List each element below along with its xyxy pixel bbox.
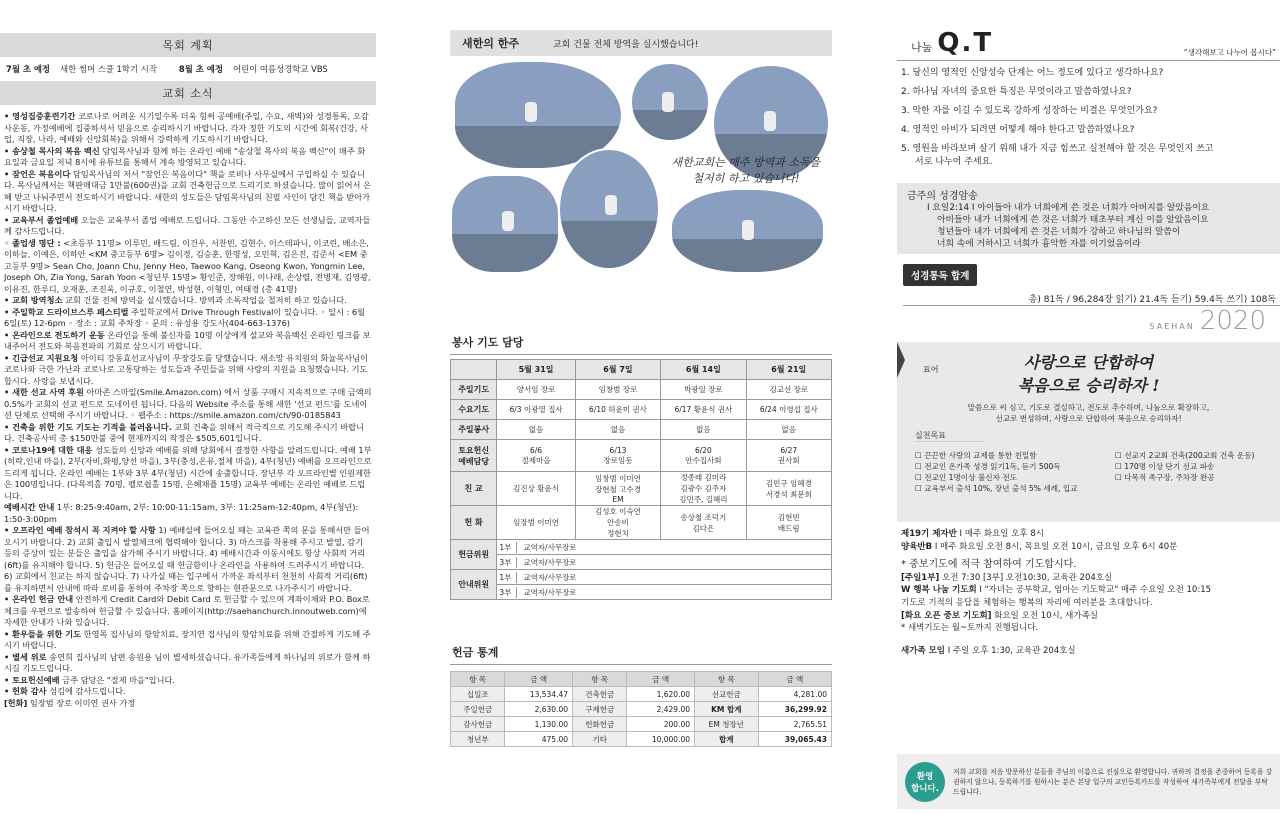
motto-box [897,342,1280,522]
usher-row [451,555,832,570]
news-item [4,215,372,238]
duty-date: 6월 14일 [661,360,746,380]
news-heading: 예배시간 안내 [4,502,55,512]
duty-date: 6월 7일 [575,360,660,380]
memory-verse-line: 아비들아 내가 너희에게 쓴 것은 너희가 태초부터 계신 이를 알았음이요 [937,215,1209,225]
meetings [897,522,1280,657]
weekly-caption: 교회 건물 전체 방역을 실시했습니다! [552,39,699,50]
usher-cell [497,555,832,570]
offering-amount: 475.00 [505,732,573,747]
memory-verse-line: 너희 속에 거하시고 너희가 흉악한 자를 이기었음이라 [937,239,1141,249]
middle-column [450,0,832,814]
offering-amount: 39,065.43 [758,732,831,747]
right-column [897,0,1280,814]
duty-label: 헌 화 [451,506,497,540]
duty-row [451,440,832,472]
duty-date: 6월 21일 [746,360,831,380]
news-text: 성도들의 신앙과 예배를 위해 당회에서 결정한 사항을 알려드립니다. 예배 1부(히락,인내 마을), 2부(자비,화평,양선 마을), 3부(충성,온유,절제 마을), 4부(청년) 예배를 오프라인으로 드리게 됩니다. 온라인 예배는 1부와 3부 4부(청년) 시간에 송출합니다. 장년부 각 오프라인별 인원제한은 100명입니다. (다목적홀 70명, 펠로쉽홀 15명, 은혜채플 15명) 교육부 예배는 온라인 예배로 드립니다. [4,444,372,501]
usher-service: 3부 [499,557,517,568]
offering-row [451,702,832,717]
offering-row [451,687,832,702]
plan-what: 어린이 여름성경학교 VBS [232,64,328,74]
goal-item: ☐ 다목적 족구장, 주차장 완공 [1115,473,1215,482]
usher-people: 교역자/사무장로 [523,572,577,582]
news-text: 아이티 강동효선교사님이 무장강도를 당했습니다. 새소망 유치원의 화뉼목사님이 코로나와 극한 가난과 코로나로 고통당하는 성도들과 주민들을 위해 사랑의 지원을 요청했습니다. 기도합시다. 사랑을 보냅시다. [4,352,368,386]
news-heading: • 잠언은 복음이다 [4,168,71,179]
news-heading: • 새한 선교 사역 후원 [4,387,84,397]
weekly-header [450,30,832,56]
usher-cell [497,540,832,555]
offering-amount: 2,630.00 [505,702,573,717]
plan-what: 새한 썸머 스쿨 1학기 시작 [60,64,157,74]
duty-cell: 김현빈 배드림 [746,506,831,540]
church-news-list [0,105,376,709]
usher-people: 교역자/사무장로 [523,542,577,552]
memory-verse-line: I 요일2:14 I 아이들아 내가 너희에게 쓴 것은 너희가 아버지를 알았음이요 [927,203,1210,213]
prayer-text: I "자녀는 공부학교, 엄마는 기도학교" 매주 수요일 오전 10:15 [976,585,1212,596]
plan-when: 8월 초 예정 [178,64,223,74]
news-heading: • 영성집중훈련기간 [4,111,76,121]
duty-cell: 박광일 장로 [661,380,746,400]
offering-amount: 10,000.00 [627,732,695,747]
usher-row [451,570,832,585]
motto-line1: 사랑으로 단합하여 [1023,353,1154,372]
qt-question: 1. 당신의 영적인 신앙성숙 단계는 어느 정도에 있다고 생각하나요? [901,68,1164,78]
usher-label: 안내위원 [451,570,497,600]
news-item [4,675,372,687]
duty-row [451,400,832,420]
offering-item: 청년부 [451,732,505,747]
news-heading: • 헌화 감사 [4,686,47,696]
offering-item: 감사헌금 [451,717,505,732]
news-text: 담임목사님과 함께 하는 온라인 예배 "송상철 목사의 복음 백신"이 매주 화요일과 금요일 저녁 8시에 유튜브를 통해서 계속 방영되고 있습니다. [4,145,366,167]
usher-cell [497,570,832,585]
duty-row [451,506,832,540]
duty-label: 수요기도 [451,400,497,420]
news-text: 안전하게 Credit Card와 Debit Card 로 헌금할 수 있으며 계좌이체와 P.O. Box로 체크를 우편으로 발송하여 헌금할 수 있습니다. 홈페이지(http://saehanchurch.innoutweb.com)에 자세한 안내가 나와 있습니다. [4,594,370,627]
prayer-item [901,622,1276,635]
offering-header: 항 목 [573,672,627,687]
new-family-label: 새가족 모임 [901,645,946,656]
news-heading: • 교육부서 졸업예배 [4,214,79,225]
new-family-time: I 주일 오후 1:30, 교육관 204호실 [945,645,1076,656]
goals-label: 실천목표 [915,430,985,442]
news-text: 주일학교에서 Drive Through Festival이 있습니다. ◦ 일시 : 6월 6일(토) 12-6pm ◦ 장소 : 교회 주차장 ◦ 문의 : 유성용 강도사(404-663-1376) [4,306,366,328]
duty-title: 봉사 기도 담당 [450,330,832,355]
duty-corner [451,360,497,380]
bible-reading [897,254,1280,306]
duty-row [451,472,832,506]
duty-cell: 김진상 황윤식 [497,472,575,506]
news-text: <초등부 11명> 이루민, 배드림, 이건우, 서찬빈, 김현수, 이스테파니, 이코린, 배소은, 이하늘, 이예은, 이하안 <KM 중고등부 6명> 김이경, 김승훈, 한명성, 오민혁, 김은진, 김준서 <EM 중고등부 9명> Sean Cho, Joann Chu, Jenny Heo, Taewoo Kang, Oseong Kwon, Yongmin Lee, Joseph Oh, Zia Yong, Sarah Yoon <청년부 15명> 황인준, 장해원, 이나래, 손상렬, 전병재, 김영광, 이유진, 한루디, 오재훈, 조진욱, 이규호, 이철연, 박성현, 이형민, 여태경 (총 41명) [4,237,371,294]
news-item [4,698,372,710]
usher-service: 1부 [499,572,517,583]
motto-sub-line2: 선교로 번성하며, 사랑으로 단합하여 복음으로 승리하자! [995,414,1182,423]
news-item [4,111,372,146]
news-item [4,295,372,307]
prayer-text: 오전 7:30 [3부] 오전10:30, 교육관 204호실 [939,572,1113,583]
duty-label: 친 교 [451,472,497,506]
qt-subtitle: “생각해보고 나누어 봅시다” [1183,48,1276,57]
news-item [4,652,372,675]
news-text: 한영목 집사님의 항암치료, 장지연 집사님의 항암치료를 위해 간절하게 기도해 주시기 바랍니다. [4,628,371,650]
qt-question: 4. 영적인 아비가 되려면 어떻게 해야 한다고 말씀하였나요? [901,125,1135,135]
photo-disinfecting-lobby [558,148,660,270]
news-text: 교회 건축을 위해서 적극적으로 기도해 주시기 바랍니다. 건축공사비 총 $150만불 중에 현재까지의 작정은 $505,601입니다. [4,421,365,443]
church-news-title: 교회 소식 [0,81,376,105]
photo-note-line1: 새한교회는 매주 방역과 소독을 [671,156,821,169]
welcome-badge: 환영 합니다. [905,762,945,802]
duty-cell: 6/10 허윤미 권사 [575,400,660,420]
news-heading: ◦ 졸업생 명단 : [4,237,61,248]
news-text: 1부: 8:25-9:40am, 2부: 10:00-11:15am, 3부: 11:25am-12:40pm, 4부(청년): 1:50-3:00pm [4,502,359,524]
ministry-plan-title: 목회 계획 [0,33,376,57]
offering-amount: 2,765.51 [758,717,831,732]
qt-title: Q.T [937,28,994,58]
duty-header-row [451,360,832,380]
qt-question: 3. 악한 자를 이길 수 있도록 강하게 성장하는 비결은 무엇인가요? [901,106,1158,116]
ministry-plan [0,57,376,81]
class-item [901,541,1276,554]
prayer-label: [화요 오픈 중보 기도회] [901,610,992,621]
plan-item [0,57,163,81]
news-item [4,594,372,629]
prayer-schedule [901,572,1276,635]
offering-item: 기타 [573,732,627,747]
news-item [4,445,372,503]
duty-cell: 없음 [575,420,660,440]
news-heading: • 오프라인 예배 참석시 꼭 지켜야 할 사항 [4,525,156,535]
duty-cell: 김교선 장로 [746,380,831,400]
class-item [901,528,1276,541]
news-text: 코로나로 어려운 시기일수록 더욱 힘써 공예배(주일, 수요, 새벽)와 성경통독, 오감사운동, 가정예배에 집중하셔서 믿음으로 승리하시기 바랍니다. 각자 정한 기도의 시간에 회복(건강, 사업, 직장, 나라, 예배와 신앙회복)을 위해서 강력하게 기도하시기 바랍니다. [4,111,369,144]
duty-cell: 정종래 김미라 김광수 김주자 김민주, 길혜리 [661,472,746,506]
weekly-title: 새한의 한주 [462,37,519,50]
news-heading: • 주일학교 드라이브스루 페스티벌 [4,306,129,317]
photo-collage [450,56,832,276]
prayer-item [901,610,1276,623]
bible-reading-badge: 성경통독 합계 [903,264,977,286]
plan-when: 7월 초 예정 [6,64,51,74]
offering-amount: 4,281.00 [758,687,831,702]
usher-people: 교역자/사무장로 [523,587,577,597]
plan-item [173,57,334,81]
news-item [4,686,372,698]
qt-question: 서로 나누어 주세요. [915,157,994,167]
offering-amount: 200.00 [627,717,695,732]
prayer-item [901,584,1276,597]
news-heading: • 별세 위로 [4,651,47,662]
news-heading: • 온라인 헌금 안내 [4,594,74,604]
usher-service: 1부 [499,542,517,553]
photo-disinfecting-room [630,62,710,142]
offering-item: 합계 [695,732,759,747]
goals-right [1115,450,1255,494]
offering-header: 항 목 [451,672,505,687]
class-time: I 매주 화요일 오전 8시, 목요일 오전 10시, 금요일 오후 6시 40분 [932,541,1178,552]
prayer-text: * 새벽기도는 월~토까지 진행됩니다. [901,623,1039,634]
offering-item: 선교헌금 [695,687,759,702]
qt-prefix: 나눔 [911,41,933,54]
year: 2020 [1199,306,1266,336]
news-item [4,387,372,422]
usher-label: 헌금위원 [451,540,497,570]
duty-cell: 임창범 장로 [575,380,660,400]
usher-service: 3부 [499,587,517,598]
news-text: 송연희 집사님의 남편 송원용 님이 별세하셨습니다. 유가족들에게 하나님의 위로가 함께 하시길 기도드립니다. [4,651,371,673]
usher-row [451,540,832,555]
usher-cell [497,585,832,600]
motto-sub [905,402,1272,424]
goal-item: ☐ 교육부서 출석 10%, 장년 출석 5% 세례, 입교 [915,484,1078,493]
news-item [4,353,372,388]
qt-question: 2. 하나님 자녀의 중요한 특징은 무엇이라고 말씀하였나요? [901,87,1132,97]
usher-row [451,585,832,600]
goal-item: ☐ 끈끈한 사랑의 교제를 통한 친밀함 [915,451,1037,460]
news-heading: • 송상철 목사의 복음 백신 [4,145,100,156]
goal-item: ☐ 선교지 2교회 건축(200교회 건축 운동) [1115,451,1255,460]
goal-item: ☐ 전교인 온가족 성경 읽기1독, 듣기 500독 [915,462,1061,471]
news-heading: • 교회 방역청소 [4,295,63,305]
offering-header-row [451,672,832,687]
duty-label: 주일기도 [451,380,497,400]
offering-amount: 1,620.00 [627,687,695,702]
news-item [4,502,372,525]
goal-item: ☐ 전교인 1명이상 불신자 전도 [915,473,1017,482]
memory-verse-line: 청년들아 내가 너희에게 쓴 것은 너희가 강하고 하나님의 말씀이 [937,227,1181,237]
duty-cell: 6/6 절제마을 [497,440,575,472]
duty-cell: 없음 [661,420,746,440]
memory-verse-text [907,202,1270,250]
duty-cell: 6/27 권사회 [746,440,831,472]
class-name: 제19기 제자반 [901,529,957,539]
class-name: 양육반B [901,541,933,552]
news-text: 온라인을 통해 불신자를 10명 이상에게 설교와 복음백신 온라인 링크를 보내주어서 전도와 복음전파의 기회로 삼으시기 바랍니다. [4,329,371,351]
news-heading: • 토요헌신예배 [4,674,60,685]
duty-cell: 6/13 장로임동 [575,440,660,472]
duty-cell: 6/24 이영섭 집사 [746,400,831,420]
news-text: 교회 건물 전체 방역을 실시했습니다. 방역과 소독작업을 철저히 하고 있습니다. [65,295,347,305]
duty-cell: 김성호 이숙연 안송비 정현치 [575,506,660,540]
duty-cell: 김민구 임혜경 서경석 최문희 [746,472,831,506]
news-item [4,169,372,215]
offering-header: 금 액 [505,672,573,687]
news-text: 임장범 장로 이미연 권사 가정 [29,697,136,708]
offering-item: EM 청장년 [695,717,759,732]
offering-item: 건축헌금 [573,687,627,702]
motto [905,350,1272,396]
duty-cell: 임장범 이미연 [497,506,575,540]
offering-item: 구제헌금 [573,702,627,717]
duty-table [450,359,832,600]
offering-title: 헌금 통계 [450,640,832,665]
duty-cell: 없음 [497,420,575,440]
new-family-meeting [901,645,1276,658]
offering-row [451,717,832,732]
news-heading: • 건축을 위한 기도 기도는 기적을 불러옵니다. [4,421,172,432]
class-schedule [901,528,1276,553]
qt-questions [897,67,1280,169]
news-text: 담임목사님의 저서 "잠언은 복음이다" 책을 로비나 사무실에서 구입하실 수 있습니다. 목사님께서는 책판매대금 1만불(600권)을 교회 건축헌금으로 드리기로 하셨습니다. 많이 읽어서 은혜 받고 나눠주면서 전도하시기 바랍니다. 새한의 성도들은 담임목사님의 친필 사인이 담긴 책을 받아가시기 바랍니다. [4,168,371,213]
offering-item: 헌화헌금 [573,717,627,732]
photo-disinfecting-court [670,188,825,274]
class-time: I 매주 화요일 오후 8시 [956,529,1044,539]
offering-header: 금 액 [627,672,695,687]
duty-row [451,380,832,400]
duty-cell: 6/20 안수집사회 [661,440,746,472]
duty-cell: 송상철 조덕기 김다은 [661,506,746,540]
news-text: 1) 예배실에 들어오실 때는 교육관 쪽의 문을 통해서만 들어오시기 바랍니다. 2) 교회 출입시 발열체크에 협력해야 합니다. 3) 마스크를 착용해 주시고 발열, 감기 등의 증상이 있는 분들은 출입을 삼가해 주시기 바랍니다. 4) 예배시간과 이동시에도 항상 사회적 거리(6ft)를 유지해야 합니다. 5) 헌금은 들어오실 때 헌금함이나 온라인을 사용하여 드려주시기 바랍니다. 6) 교회에서 친교는 하지 않습니다. 7) 나가실 때는 입구에서 가까운 좌석부터 천천히 사회적 거리(6ft)를 유지하면서 안내에 따라 로비를 통하여 주차장 쪽으로 향하는 현관문으로 나가주시기 바랍니다. [4,525,370,593]
offering-table [450,671,832,747]
offering-amount: 1,130.00 [505,717,573,732]
prayer-text: 기도로 기적의 응답을 체험하는 행복의 자리에 여러분을 초대합니다. [901,597,1153,608]
news-heading: • 코로나19에 대한 대응 [4,444,93,455]
prayer-label: W 행복 나눔 기도회 [901,585,977,596]
news-item [4,629,372,652]
offering-row [451,732,832,747]
motto-line2: 복음으로 승리하자 ! [1017,376,1160,395]
duty-cell: 양서임 장로 [497,380,575,400]
duty-cell: 없음 [746,420,831,440]
photo-handwritten-note [656,154,836,186]
duty-cell: 6/17 황윤식 권사 [661,400,746,420]
photo-disinfecting-hallway [450,174,560,274]
news-item [4,146,372,169]
offering-amount: 2,429.00 [627,702,695,717]
brand-name: SAEHAN [1149,322,1195,331]
offering-amount: 13,534.47 [505,687,573,702]
memory-verse-title: 금주의 성경암송 [907,191,978,202]
welcome-box [897,754,1280,809]
news-item [4,422,372,445]
bible-reading-stats: 총) 81독 / 96,284장 읽기) 21.4독 듣기) 59.4독 쓰기) 108독 [903,286,1280,306]
news-heading: • 긴급선교 지원요청 [4,352,79,363]
photo-note-line2: 철저히 하고 있습니다! [692,172,800,185]
news-heading: [헌화] [4,697,28,708]
prayer-item [901,572,1276,585]
duty-label: 주일봉사 [451,420,497,440]
duty-row [451,420,832,440]
qt-header [897,28,1280,61]
welcome-text: 저희 교회를 처음 방문하신 분들을 주님의 이름으로 진심으로 환영합니다. 귀하의 결정을 존중하여 등록을 강권하지 않으나, 등록하기를 원하시는 분은 본당 입구의 교인등록카드를 작성하여 새가족부에게 전달을 부탁드립니다. [953,767,1273,796]
motto-sub-line1: 말씀으로 씨 심고, 기도로 결실하고, 전도로 추수하며, 나눔으로 확장하고, [967,403,1210,412]
offering-amount: 36,299.92 [758,702,831,717]
offering-header: 항 목 [695,672,759,687]
news-text: 섬김에 감사드립니다. [49,686,126,696]
news-heading: • 환우들을 위한 기도 [4,628,82,639]
offering-header: 금 액 [758,672,831,687]
qt-question: 5. 영원을 바라보며 살기 위해 내가 지금 힘쓰고 실천해야 할 것은 무엇인지 쓰고 [901,144,1214,154]
goals-left [915,450,1105,494]
news-text: 오늘은 교육부서 졸업 예배로 드립니다. 그동안 수고하신 모든 선생님들, 교역자들께 감사드립니다. [4,214,371,236]
news-heading: • 온라인으로 전도하기 운동 [4,329,105,340]
news-item [4,330,372,353]
brand-year [897,306,1280,334]
offering-item: 십일조 [451,687,505,702]
prayer-title: * 중보기도에 적극 참여하여 기도합시다. [901,559,1077,571]
offering-item: 주일헌금 [451,702,505,717]
memory-verse-box [897,183,1280,254]
goal-item: ☐ 170명 이상 단기 선교 파송 [1115,462,1215,471]
motto-marker [897,342,905,378]
duty-date: 5월 31일 [497,360,575,380]
motto-label: 표어 [923,365,939,374]
usher-people: 교역자/사무장로 [523,557,577,567]
duty-cell: 6/3 이광열 집사 [497,400,575,420]
news-item [4,307,372,330]
news-item [4,525,372,594]
news-item [4,238,372,296]
prayer-text: 화요일 오전 10시, 새가족실 [991,610,1098,621]
announcements-column [0,0,376,814]
duty-label: 토요헌신 예배담당 [451,440,497,472]
news-text: 아마존 스마일(Smile.Amazon.com) 에서 상품 구매시 지속적으로 구매 금액의 0.5%가 교회의 선교 펀드로 도네이션 됩니다. 다음의 Website 주소를 통해 새한 '선교 펀드'를 도네이션 단체로 선택해 주시기 바랍니다. ◦ 웹주소 : https://smile.amazon.com/ch/90-0185843 [4,387,372,420]
offering-item: KM 합계 [695,702,759,717]
prayer-label: [주일1부] [901,572,940,583]
duty-cell: 임창범 이미연 장현철 고수경 EM [575,472,660,506]
prayer-item [901,597,1276,610]
news-text: 금주 담당은 "절제 마을"입니다. [62,674,176,685]
goals [915,450,1272,494]
